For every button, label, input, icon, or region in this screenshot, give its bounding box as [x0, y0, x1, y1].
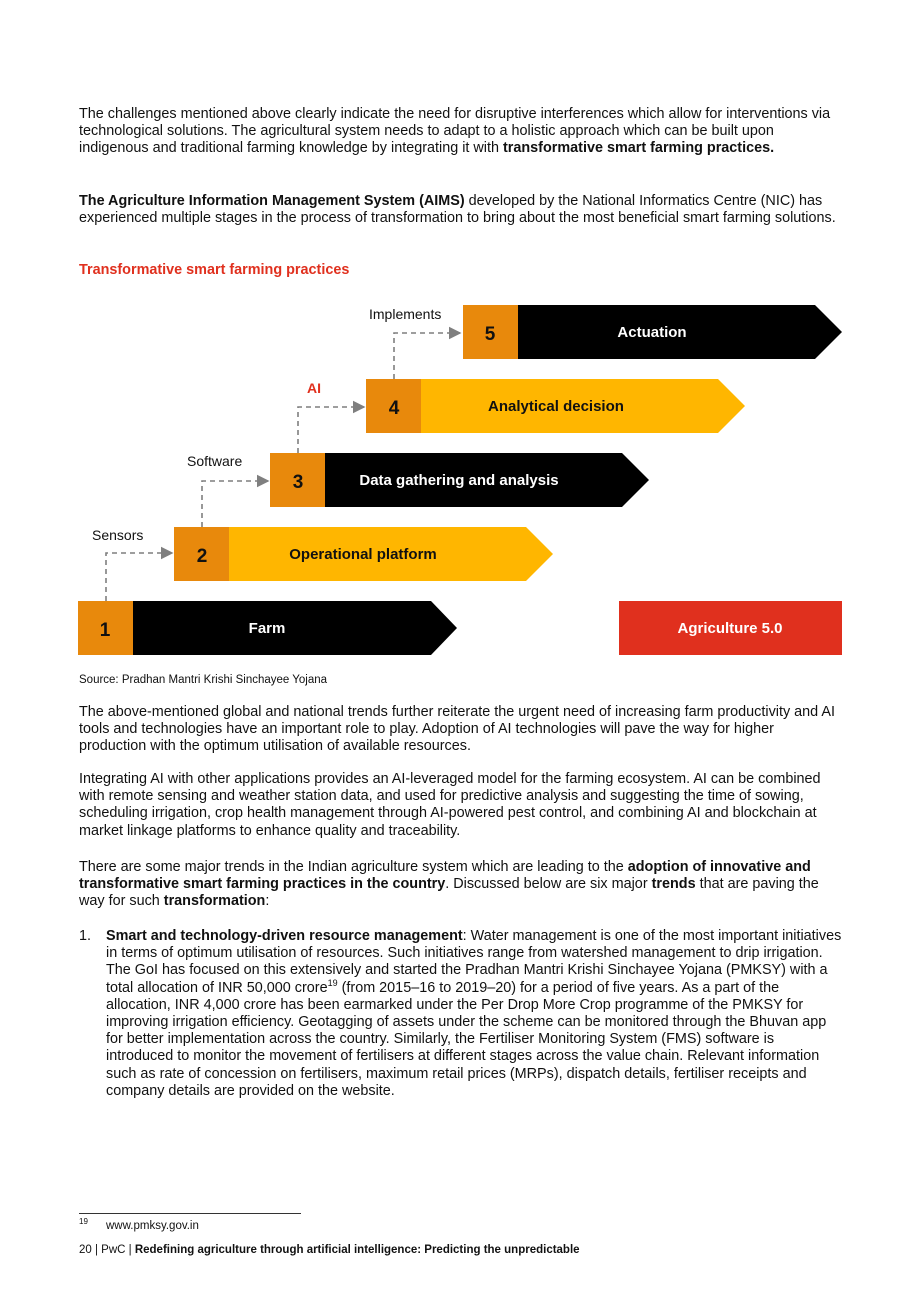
- step-1-label: Farm: [248, 620, 286, 637]
- connector-label-software: Software: [187, 453, 243, 469]
- connector-label-ai: AI: [307, 380, 321, 396]
- intro-paragraph-1: [79, 106, 844, 158]
- step-5-label: Actuation: [617, 324, 687, 341]
- footer-title: Redefining agriculture through artificial intelligence: Predicting the unpredictable: [134, 1244, 580, 1256]
- p5-text-c: . Discussed below are six major: [445, 876, 652, 893]
- p5-text-g: :: [265, 893, 270, 910]
- p5-bold-b: adoption of innovative and transformative smart farming practices in the country: [79, 859, 811, 893]
- connector-sensors: [106, 553, 172, 601]
- step-3-label: Data gathering and analysis: [359, 472, 559, 489]
- intro-text-2: developed by the National Informatics Centre (NIC) has experienced multiple stages in the process of transformation to bring about the most beneficial smart farming solutions.: [79, 193, 836, 227]
- step-1-number: 1: [99, 620, 111, 641]
- figure-source: Source: Pradhan Mantri Krishi Sinchayee Yojana: [79, 674, 328, 686]
- connector-ai: [298, 407, 364, 453]
- intro-bold-1: transformative smart farming practices.: [502, 140, 775, 157]
- step-2: [92, 527, 553, 581]
- list-item-text: [106, 928, 844, 1100]
- connector-software: [202, 481, 268, 527]
- body-paragraph-3: The above-mentioned global and national trends further reiterate the urgent need of increasing farm productivity and AI tools and technologies have an important role to play. Adoption of AI technologies will pave the way for higher production with the optimum utilisation of available resources.: [79, 704, 835, 755]
- list-item-text-b: (from 2015–16 to 2019–20) for a period of five years. As a part of the allocation, INR 4,000 crore has been earmarked under the Per Drop More Crop programme of the PMKSY for improving irrigation efficiency. Geotagging of assets under the scheme can be monitored through the Bhuvan app for better implementation across the country. Similarly, the Fertiliser Monitoring System (FMS) software is introduced to monitor the movement of fertilisers at different stages across the value chain. Relevant information such as rate of concession on fertilisers, maximum retail prices (MRPs), dispatch details, fertiliser receipts and company details are provided on the website.: [106, 979, 827, 1099]
- connector-implements: [394, 333, 460, 379]
- body-paragraph-4: Integrating AI with other applications provides an AI-leveraged model for the farming ecosystem. AI can be combined with remote sensing and weather station data, and used for predictive analysis and suggesting the time of sowing, scheduling irrigation, crop health management through AI-powered pest control, and combining AI and blockchain at market linkage platforms to enhance quality and traceability.: [79, 771, 821, 839]
- footer-page-info: 20 | PwC |: [79, 1244, 135, 1256]
- step-1-arrow-body: [133, 601, 457, 655]
- agriculture-badge: [619, 601, 842, 655]
- connector-label-implements: Implements: [369, 306, 442, 322]
- smart-farming-diagram: [0, 290, 920, 665]
- list-item-title: Smart and technology-driven resource management: [106, 928, 463, 944]
- footnote-ref[interactable]: 19: [327, 977, 338, 988]
- step-4: [307, 379, 745, 433]
- step-2-number: 2: [196, 546, 208, 567]
- p5-bold-d: trends: [651, 876, 696, 893]
- footnote-number: 19: [79, 1217, 88, 1226]
- footnote-link[interactable]: www.pmksy.gov.in: [106, 1220, 199, 1232]
- p5-bold-f: transformation: [163, 893, 266, 910]
- intro-text-1: The challenges mentioned above clearly indicate the need for disruptive interferences which allow for interventions via technological solutions. The agricultural system needs to adapt to a holistic approach which can be built upon indigenous and traditional farming knowledge by integrating it with: [79, 106, 831, 157]
- step-3: [187, 453, 649, 507]
- step-3-number: 3: [292, 472, 304, 493]
- connector-label-sensors: Sensors: [92, 527, 144, 543]
- step-4-number: 4: [388, 398, 400, 419]
- p5-text-e: that are paving the way for such: [79, 876, 819, 910]
- step-5: [369, 305, 842, 359]
- step-5-number: 5: [484, 324, 496, 345]
- intro-paragraph-2: [79, 193, 844, 227]
- agriculture-badge-label: Agriculture 5.0: [677, 620, 783, 637]
- list-item-text-a: : Water management is one of the most important initiatives in terms of optimum utilisation of resources. Such initiatives range from watershed management to drip irrigation. The GoI has focused on this extensively and started the Pradhan Mantri Krishi Sinchayee Yojana (PMKSY) with a total allocation of INR 50,000 crore: [106, 928, 842, 996]
- step-2-label: Operational platform: [289, 546, 437, 563]
- body-paragraph-5: [79, 859, 844, 911]
- p5-text-a: There are some major trends in the Indian agriculture system which are leading to the: [79, 859, 628, 875]
- footnote-divider: [79, 1213, 301, 1214]
- step-4-label: Analytical decision: [488, 398, 624, 415]
- step-1: [78, 601, 457, 655]
- figure-heading: Transformative smart farming practices: [79, 262, 350, 278]
- page-footer: [79, 1244, 580, 1256]
- list-item-number: 1.: [79, 928, 92, 944]
- aims-title: The Agriculture Information Management System (AIMS): [79, 193, 465, 209]
